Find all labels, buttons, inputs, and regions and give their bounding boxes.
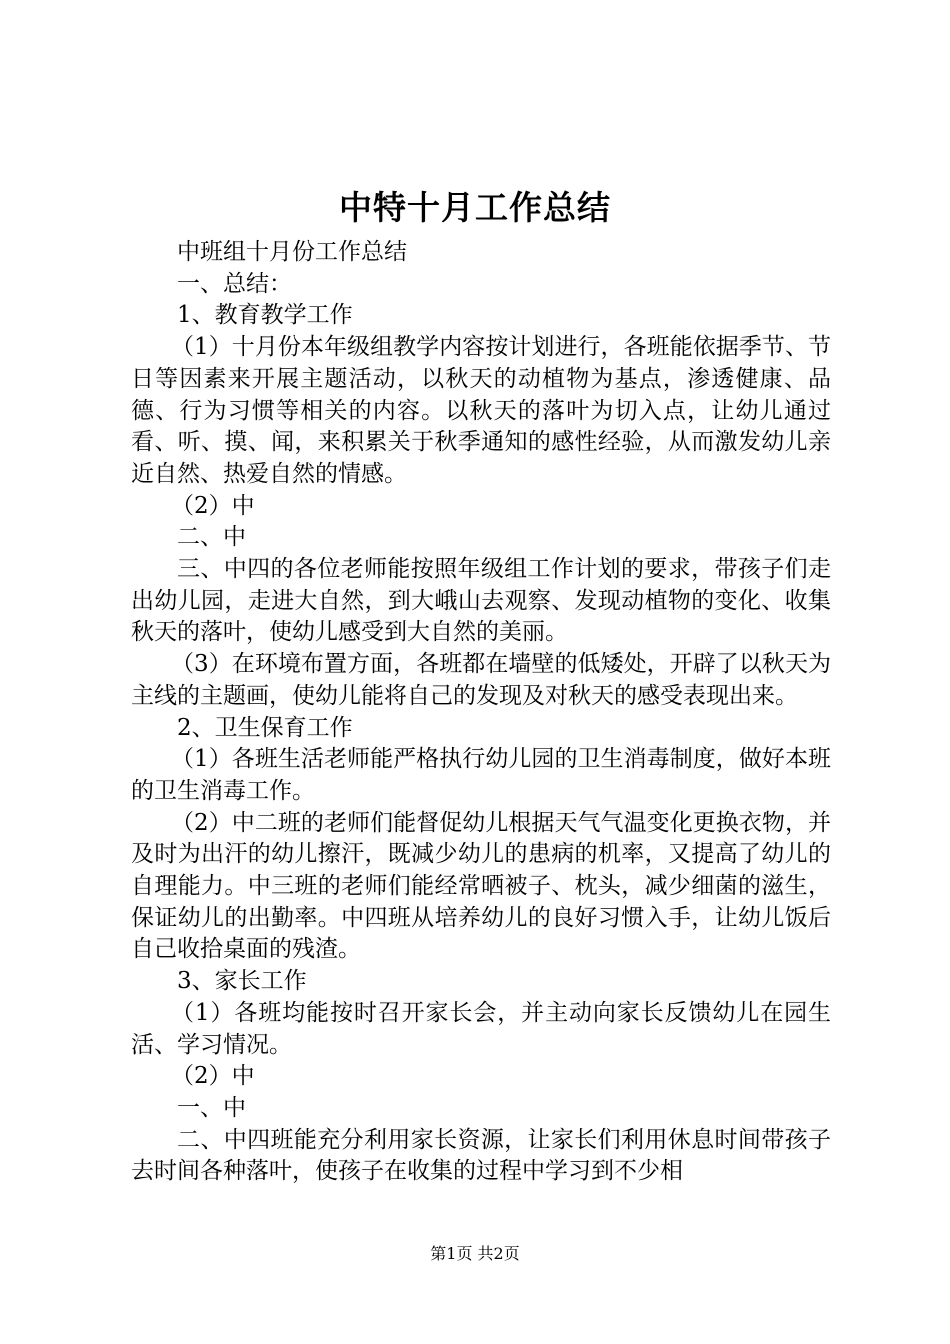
body-paragraph: （1）各班均能按时召开家长会，并主动向家长反馈幼儿在园生活、学习情况。 <box>131 999 831 1058</box>
body-paragraph: （1）各班生活老师能严格执行幼儿园的卫生消毒制度，做好本班的卫生消毒工作。 <box>131 746 831 804</box>
body-paragraph: 二、中四班能充分利用家长资源，让家长们利用休息时间带孩子去时间各种落叶，使孩子在收集的过程中学习到不少相 <box>131 1126 831 1185</box>
section-heading: 2、卫生保育工作 <box>177 714 353 741</box>
body-paragraph: 一、中 <box>177 1094 246 1121</box>
body-paragraph: 二、中 <box>177 524 246 551</box>
page-footer: 第1页 共2页 <box>430 1244 520 1263</box>
section-heading: 一、总结： <box>177 270 292 297</box>
body-paragraph: 三、中四的各位老师能按照年级组工作计划的要求，带孩子们走出幼儿园，走进大自然，到大峨山去观察、发现动植物的变化、收集秋天的落叶，使幼儿感受到大自然的美丽。 <box>131 556 831 646</box>
subtitle-paragraph: 中班组十月份工作总结 <box>177 239 407 265</box>
body-paragraph: （3）在环境布置方面，各班都在墙壁的低矮处，开辟了以秋天为主线的主题画，使幼儿能将自己的发现及对秋天的感受表现出来。 <box>131 651 831 709</box>
body-paragraph: （2）中 <box>171 492 255 519</box>
section-heading: 3、家长工作 <box>177 968 307 995</box>
document-title: 中特十月工作总结 <box>339 188 611 227</box>
document-body <box>131 237 831 1188</box>
body-paragraph: （1）十月份本年级组教学内容按计划进行，各班能依据季节、节日等因素来开展主题活动，以秋天的动植物为基点，渗透健康、品德、行为习惯等相关的内容。以秋天的落叶为切入点，让幼儿通过看、听、摸、闻，来积累关于秋季通知的感性经验，从而激发幼儿亲近自然、热爱自然的情感。 <box>131 334 831 487</box>
body-paragraph: （2）中 <box>171 1063 255 1090</box>
section-heading: 1、教育教学工作 <box>177 302 353 329</box>
body-paragraph: （2）中二班的老师们能督促幼儿根据天气气温变化更换衣物，并及时为出汗的幼儿擦汗，既减少幼儿的患病的机率，又提高了幼儿的自理能力。中三班的老师们能经常晒被子、枕头，减少细菌的滋生，保证幼儿的出勤率。中四班从培养幼儿的良好习惯入手，让幼儿饭后自己收拾桌面的残渣。 <box>131 809 831 963</box>
